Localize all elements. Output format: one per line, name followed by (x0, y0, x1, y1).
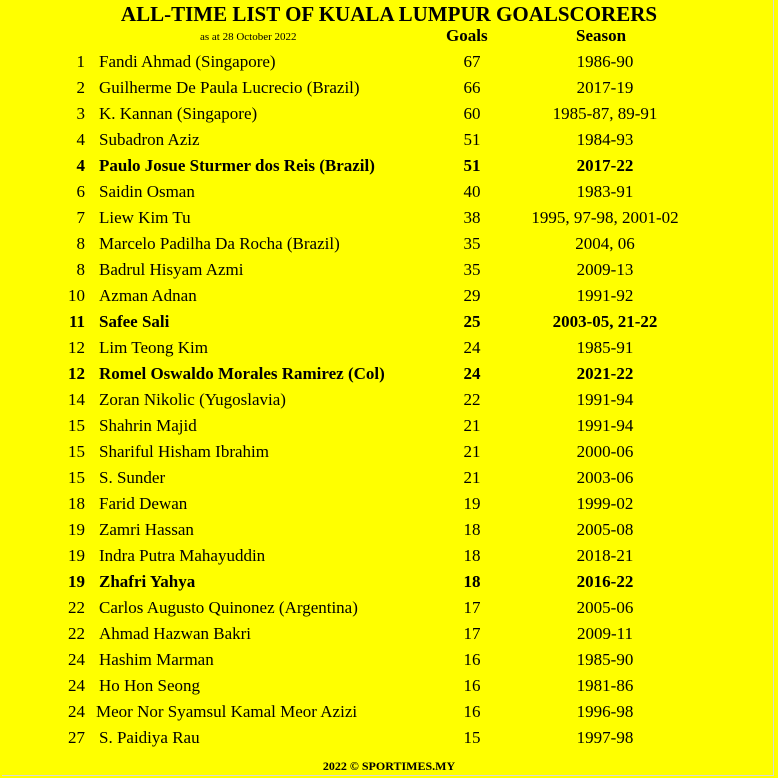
rank-cell: 18 (68, 494, 85, 513)
goals-cell: 51 (463, 130, 481, 149)
table-row (0, 595, 778, 621)
table-row (0, 283, 778, 309)
rank-cell: 15 (68, 468, 85, 487)
rank-cell: 8 (76, 260, 85, 279)
rank-cell: 24 (68, 702, 85, 721)
goals-cell: 15 (463, 728, 481, 747)
player-name-cell: Guilherme De Paula Lucrecio (Brazil) (99, 78, 360, 97)
table-row (0, 179, 778, 205)
season-cell: 2017-19 (576, 78, 634, 97)
table-row (0, 673, 778, 699)
season-cell: 2009-13 (576, 260, 634, 279)
goals-cell: 66 (463, 78, 481, 97)
season-cell: 1985-87, 89-91 (552, 104, 658, 123)
player-name-cell: Fandi Ahmad (Singapore) (99, 52, 276, 71)
table-row (0, 361, 778, 387)
season-cell: 2004, 06 (575, 234, 635, 253)
goals-cell: 67 (463, 52, 481, 71)
rank-cell: 22 (68, 598, 85, 617)
rank-cell: 4 (76, 130, 85, 149)
player-name-cell: Romel Oswaldo Morales Ramirez (Col) (99, 364, 385, 383)
rank-cell: 12 (68, 338, 85, 357)
table-row (0, 647, 778, 673)
goals-cell: 18 (463, 546, 481, 565)
player-name-cell: Saidin Osman (99, 182, 195, 201)
goals-cell: 21 (463, 442, 481, 461)
goals-cell: 16 (463, 702, 481, 721)
rank-cell: 10 (68, 286, 85, 305)
goals-cell: 60 (463, 104, 481, 123)
table-row (0, 491, 778, 517)
goals-cell: 25 (463, 312, 481, 331)
goals-cell: 38 (463, 208, 481, 227)
table-row (0, 725, 778, 751)
season-cell: 2003-06 (576, 468, 634, 487)
player-name-cell: K. Kannan (Singapore) (99, 104, 258, 123)
table-row (0, 257, 778, 283)
goals-cell: 29 (463, 286, 481, 305)
rank-cell: 8 (76, 234, 85, 253)
goals-cell: 35 (463, 234, 481, 253)
goals-cell: 18 (463, 520, 481, 539)
goals-cell: 16 (463, 650, 481, 669)
as-at-date: as at 28 October 2022 (200, 31, 297, 43)
player-name-cell: S. Paidiya Rau (99, 728, 200, 747)
season-cell: 1999-02 (576, 494, 634, 513)
rank-cell: 1 (76, 52, 85, 71)
table-row (0, 205, 778, 231)
player-name-cell: Carlos Augusto Quinonez (Argentina) (99, 598, 358, 617)
table-row (0, 101, 778, 127)
player-name-cell: Badrul Hisyam Azmi (99, 260, 244, 279)
season-cell: 1996-98 (576, 702, 634, 721)
rank-cell: 19 (68, 520, 85, 539)
rank-cell: 7 (76, 208, 85, 227)
season-cell: 1984-93 (576, 130, 634, 149)
goals-cell: 24 (463, 364, 481, 383)
player-name-cell: Shahrin Majid (99, 416, 197, 435)
player-name-cell: Lim Teong Kim (99, 338, 208, 357)
rank-cell: 11 (68, 312, 85, 331)
player-name-cell: Marcelo Padilha Da Rocha (Brazil) (99, 234, 340, 253)
player-name-cell: Ahmad Hazwan Bakri (99, 624, 252, 643)
table-row (0, 439, 778, 465)
season-cell: 1981-86 (576, 676, 634, 695)
table-row (0, 153, 778, 179)
player-name-cell: Liew Kim Tu (99, 208, 191, 227)
goals-cell: 16 (463, 676, 481, 695)
goals-cell: 22 (463, 390, 481, 409)
table-row (0, 75, 778, 101)
season-cell: 2003-05, 21-22 (552, 312, 658, 331)
goals-cell: 51 (463, 156, 481, 175)
goals-cell: 35 (463, 260, 481, 279)
player-name-cell: Safee Sali (99, 312, 170, 331)
table-row (0, 465, 778, 491)
rank-cell: 15 (68, 442, 85, 461)
player-name-cell: Ho Hon Seong (99, 676, 201, 695)
rank-cell: 27 (68, 728, 85, 747)
season-cell: 2009-11 (576, 624, 634, 643)
player-name-cell: Shariful Hisham Ibrahim (99, 442, 269, 461)
rank-cell: 6 (76, 182, 85, 201)
season-cell: 1997-98 (576, 728, 634, 747)
table-row (0, 543, 778, 569)
season-cell: 2000-06 (576, 442, 634, 461)
goals-cell: 17 (463, 624, 481, 643)
season-cell: 2005-06 (576, 598, 634, 617)
rank-cell: 3 (76, 104, 85, 123)
rank-cell: 24 (68, 650, 85, 669)
goals-column-header: Goals (446, 26, 488, 45)
season-cell: 1985-91 (576, 338, 634, 357)
player-name-cell: Azman Adnan (99, 286, 197, 305)
page-title: ALL-TIME LIST OF KUALA LUMPUR GOALSCORERS (120, 2, 658, 26)
copyright-footer: 2022 © SPORTIMES.MY (322, 759, 456, 773)
season-column-header: Season (576, 26, 627, 45)
rank-cell: 19 (68, 546, 85, 565)
player-name-cell: Paulo Josue Sturmer dos Reis (Brazil) (99, 156, 375, 175)
season-cell: 1991-94 (576, 390, 634, 409)
rank-cell: 19 (68, 572, 85, 591)
season-cell: 1983-91 (576, 182, 634, 201)
season-cell: 1991-92 (576, 286, 634, 305)
season-cell: 2021-22 (576, 364, 634, 383)
table-row (0, 413, 778, 439)
table-row (0, 127, 778, 153)
rank-cell: 12 (68, 364, 85, 383)
goals-cell: 21 (463, 416, 481, 435)
table-row (0, 621, 778, 647)
table-row (0, 335, 778, 361)
player-name-cell: Zoran Nikolic (Yugoslavia) (99, 390, 286, 409)
goals-cell: 19 (463, 494, 481, 513)
season-cell: 2016-22 (576, 572, 634, 591)
table-row (0, 49, 778, 75)
scorers-table (0, 49, 778, 751)
player-name-cell: Hashim Marman (99, 650, 214, 669)
player-name-cell: Farid Dewan (99, 494, 188, 513)
table-row (0, 517, 778, 543)
player-name-cell: Subadron Aziz (99, 130, 200, 149)
goals-cell: 17 (463, 598, 481, 617)
season-cell: 2017-22 (576, 156, 634, 175)
season-cell: 1986-90 (576, 52, 634, 71)
player-name-cell: Zamri Hassan (99, 520, 194, 539)
table-row (0, 569, 778, 595)
rank-cell: 22 (68, 624, 85, 643)
rank-cell: 2 (76, 78, 85, 97)
season-cell: 1985-90 (576, 650, 634, 669)
goals-cell: 24 (463, 338, 481, 357)
table-row (0, 699, 778, 725)
goals-cell: 40 (463, 182, 481, 201)
season-cell: 2018-21 (576, 546, 634, 565)
player-name-cell: Meor Nor Syamsul Kamal Meor Azizi (96, 702, 358, 721)
goals-cell: 18 (463, 572, 481, 591)
rank-cell: 15 (68, 416, 85, 435)
player-name-cell: Zhafri Yahya (99, 572, 196, 591)
table-row (0, 309, 778, 335)
table-row (0, 387, 778, 413)
season-cell: 2005-08 (576, 520, 634, 539)
rank-cell: 14 (68, 390, 85, 409)
rank-cell: 4 (76, 156, 85, 175)
player-name-cell: S. Sunder (99, 468, 166, 487)
rank-cell: 24 (68, 676, 85, 695)
player-name-cell: Indra Putra Mahayuddin (99, 546, 266, 565)
table-row (0, 231, 778, 257)
season-cell: 1995, 97-98, 2001-02 (531, 208, 679, 227)
season-cell: 1991-94 (576, 416, 634, 435)
goals-cell: 21 (463, 468, 481, 487)
